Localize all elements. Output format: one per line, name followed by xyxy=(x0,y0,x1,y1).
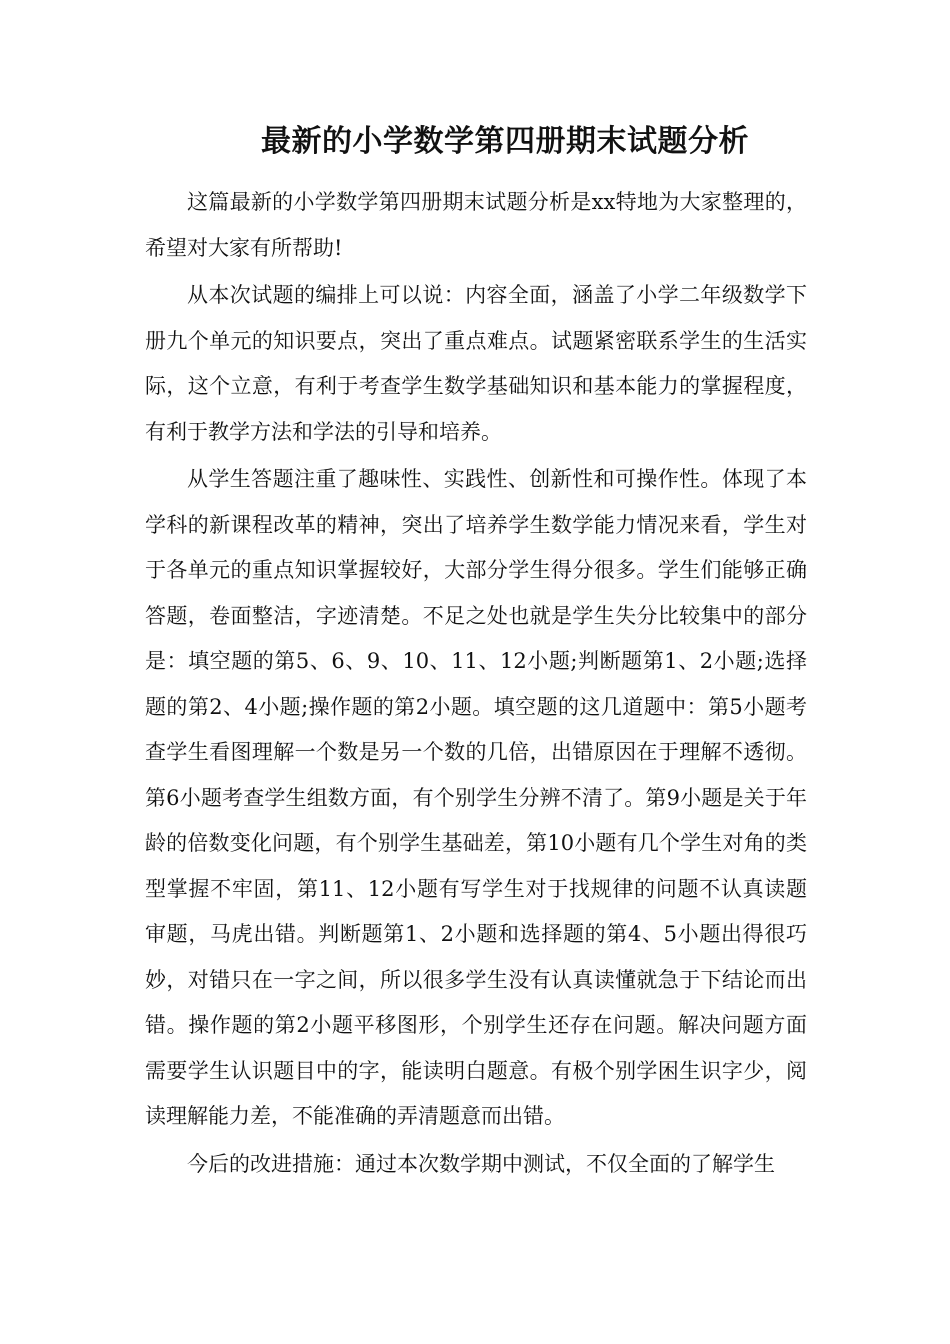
paragraph-student-performance: 从学生答题注重了趣味性、实践性、创新性和可操作性。体现了本学科的新课程改革的精神，突出了培养学生数学能力情况来看，学生对于各单元的重点知识掌握较好，大部分学生得分很多。学生们能够正确答题，卷面整洁，字迹清楚。不足之处也就是学生失分比较集中的部分是：填空题的第5、6、9、10、11、12小题;判断题第1、2小题;选择题的第2、4小题;操作题的第2小题。填空题的这几道题中：第5小题考查学生看图理解一个数是另一个数的几倍，出错原因在于理解不透彻。第6小题考查学生组数方面，有个别学生分辨不清了。第9小题是关于年龄的倍数变化问题，有个别学生基础差，第10小题有几个学生对角的类型掌握不牢固，第11、12小题有写学生对于找规律的问题不认真读题审题，马虎出错。判断题第1、2小题和选择题的第4、5小题出得很巧妙，对错只在一字之间，所以很多学生没有认真读懂就急于下结论而出错。操作题的第2小题平移图形，个别学生还存在问题。解决问题方面需要学生认识题目中的字，能读明白题意。有极个别学困生识字少，阅读理解能力差，不能准确的弄清题意而出错。 xyxy=(145,467,807,1128)
document-title: 最新的小学数学第四册期末试题分析 xyxy=(261,124,749,159)
paragraph-test-design: 从本次试题的编排上可以说：内容全面，涵盖了小学二年级数学下册九个单元的知识要点，突出了重点难点。试题紧密联系学生的生活实际，这个立意，有利于考查学生数学基础知识和基本能力的掌握程度，有利于教学方法和学法的引导和培养。 xyxy=(145,283,807,444)
paragraph-intro: 这篇最新的小学数学第四册期末试题分析是xx特地为大家整理的，希望对大家有所帮助! xyxy=(145,190,807,260)
paragraph-improvement-measures: 今后的改进措施：通过本次数学期中测试，不仅全面的了解学生 xyxy=(187,1151,775,1176)
document-body xyxy=(145,180,807,1189)
